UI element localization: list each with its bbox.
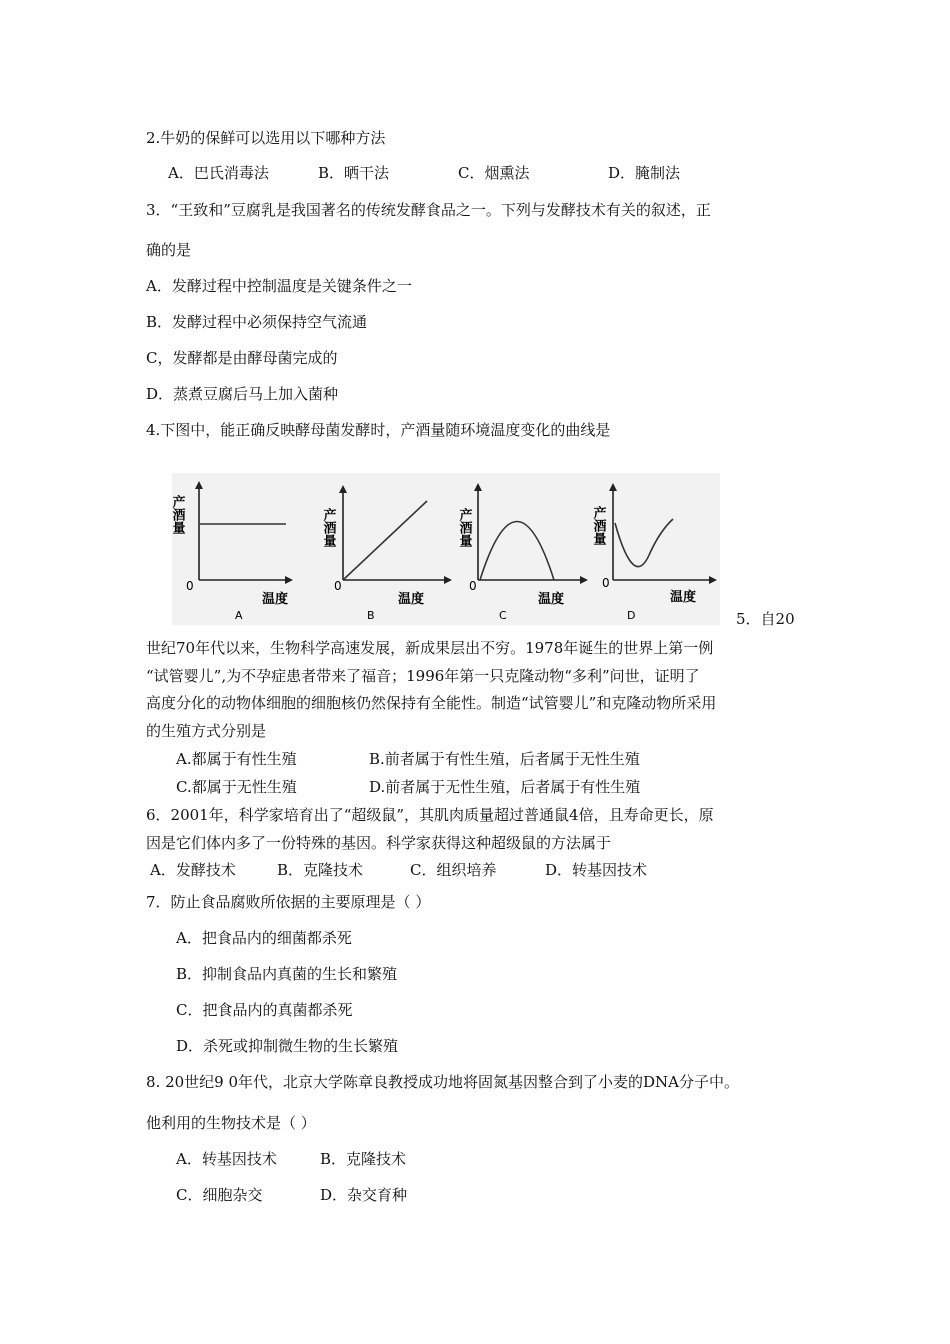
panel-b-y-label: 产酒量 xyxy=(320,508,336,547)
panel-a xyxy=(170,483,292,622)
q7-option-d: D．杀死或抑制微生物的生长繁殖 xyxy=(176,1037,399,1055)
panel-c-x-label: 温度 xyxy=(538,592,565,607)
q2-stem: 2.牛奶的保鲜可以选用以下哪种方法 xyxy=(146,129,386,147)
q5-option-c: C.都属于无性生殖 xyxy=(176,778,297,796)
q2-option-a: A．巴氏消毒法 xyxy=(168,164,269,182)
panel-d xyxy=(591,485,716,622)
panel-c-curve xyxy=(480,522,554,581)
q8-option-b: B．克隆技术 xyxy=(320,1150,407,1168)
panel-d-x-label: 温度 xyxy=(670,590,697,605)
q5-option-b: B.前者属于有性生殖，后者属于无性生殖 xyxy=(369,750,640,768)
q8-line-2: 他利用的生物技术是（ ） xyxy=(146,1114,316,1132)
q6-line-1: 6．2001年，科学家培育出了“超级鼠”，其肌肉质量超过普通鼠4倍，且寿命更长，原 xyxy=(146,806,714,824)
q8-options-row-1 xyxy=(176,1149,406,1169)
q3-option-a: A．发酵过程中控制温度是关键条件之一 xyxy=(146,277,412,295)
q4-figure xyxy=(169,473,720,625)
q2-options xyxy=(168,163,680,183)
q8-options-row-2 xyxy=(176,1185,407,1205)
panel-a-y-label: 产酒量 xyxy=(169,495,185,534)
panel-b-x-label: 温度 xyxy=(398,592,425,607)
q2-option-b: B．晒干法 xyxy=(318,164,390,182)
q5-option-a: A.都属于有性生殖 xyxy=(176,750,297,768)
q6-options xyxy=(150,860,647,880)
q8-option-d: D．杂交育种 xyxy=(320,1186,408,1204)
q2-option-d: D．腌制法 xyxy=(608,164,681,182)
q2-option-c: C．烟熏法 xyxy=(458,164,530,182)
q8-line-1: 8. 20世纪9 0年代，北京大学陈章良教授成功地将固氮基因整合到了小麦的DNA分子中。 xyxy=(146,1073,740,1091)
q3-stem-line-2: 确的是 xyxy=(146,241,192,259)
panel-a-origin: 0 xyxy=(186,579,194,593)
q3-option-b: B．发酵过程中必须保持空气流通 xyxy=(146,313,368,331)
panel-a-letter: A xyxy=(235,609,243,622)
q6-option-d: D．转基因技术 xyxy=(545,861,648,879)
q5-line-2: “试管婴儿”,为不孕症患者带来了福音；1996年第一只克隆动物“多利”问世，证明了 xyxy=(146,667,700,685)
panel-b-curve xyxy=(343,501,427,580)
q5-line-3: 高度分化的动物体细胞的细胞核仍然保持有全能性。制造“试管婴儿”和克隆动物所采用 xyxy=(146,694,717,712)
panel-c xyxy=(457,485,587,622)
panel-d-curve xyxy=(615,519,673,567)
panel-a-x-label: 温度 xyxy=(262,592,289,607)
q6-option-b: B．克隆技术 xyxy=(277,861,364,879)
panel-b-letter: B xyxy=(367,609,375,622)
panel-d-y-label: 产酒量 xyxy=(590,506,606,545)
q3-option-c: C，发酵都是由酵母菌完成的 xyxy=(146,349,338,367)
q5-option-d: D.前者属于无性生殖，后者属于有性生殖 xyxy=(369,778,641,796)
panel-d-origin: 0 xyxy=(602,576,610,590)
q7-option-b: B．抑制食品内真菌的生长和繁殖 xyxy=(176,965,398,983)
q5-line-4: 的生殖方式分别是 xyxy=(146,722,267,740)
q8-option-a: A．转基因技术 xyxy=(176,1150,277,1168)
panel-c-origin: 0 xyxy=(469,579,477,593)
q6-option-a: A．发酵技术 xyxy=(150,861,236,879)
q5-start: 5．自20 xyxy=(736,610,795,628)
q3-option-d: D．蒸煮豆腐后马上加入菌种 xyxy=(146,385,339,403)
q8-option-c: C．细胞杂交 xyxy=(176,1186,263,1204)
q7-option-c: C．把食品内的真菌都杀死 xyxy=(176,1001,353,1019)
panel-b xyxy=(321,487,451,622)
q6-option-c: C．组织培养 xyxy=(410,861,497,879)
q7-stem: 7．防止食品腐败所依据的主要原理是（ ） xyxy=(146,893,431,911)
panel-c-letter: C xyxy=(499,609,507,622)
q4-stem: 4.下图中，能正确反映酵母菌发酵时，产酒量随环境温度变化的曲线是 xyxy=(146,421,611,439)
q5-line-1: 世纪70年代以来，生物科学高速发展，新成果层出不穷。1978年诞生的世界上第一例 xyxy=(146,639,714,657)
q6-line-2: 因是它们体内多了一份特殊的基因。科学家获得这种超级鼠的方法属于 xyxy=(146,834,612,852)
panel-c-y-label: 产酒量 xyxy=(456,508,472,547)
panel-d-letter: D xyxy=(627,609,636,622)
q7-option-a: A．把食品内的细菌都杀死 xyxy=(176,929,352,947)
panel-b-origin: 0 xyxy=(334,579,342,593)
q3-stem-line-1: 3．“王致和”豆腐乳是我国著名的传统发酵食品之一。下列与发酵技术有关的叙述，正 xyxy=(146,201,711,219)
